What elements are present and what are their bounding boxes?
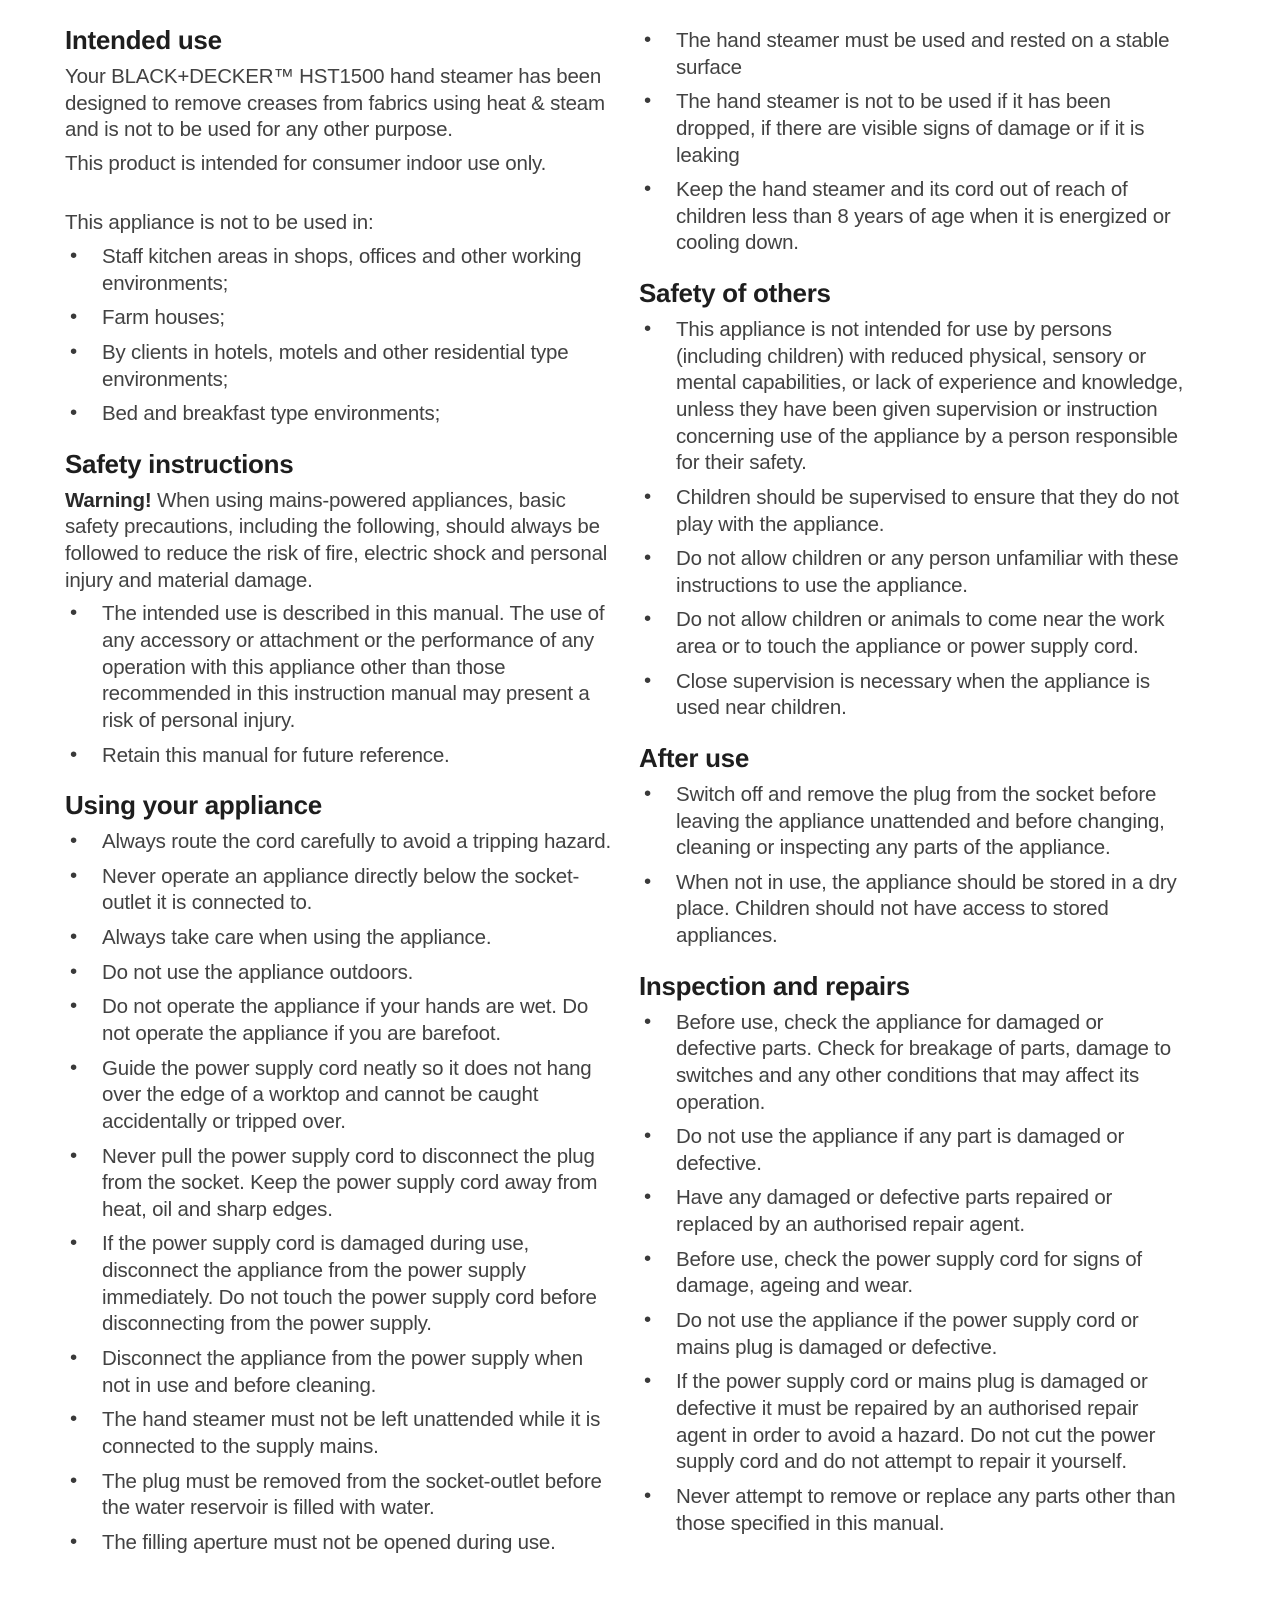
bullet-item: • Before use, check the power supply cord for signs of damage, ageing and wear. — [639, 1247, 1187, 1300]
bullet-item: • Do not use the appliance outdoors. — [65, 960, 613, 987]
bullet-list — [639, 782, 1187, 950]
bullet-item: • If the power supply cord or mains plug is damaged or defective it must be repaired by an authorised repair agent in order to avoid a hazard. Do not cut the power supply cord and do not attempt to repair it yourself. — [639, 1369, 1187, 1476]
bullet-item: • By clients in hotels, motels and other residential type environments; — [65, 340, 613, 393]
bullet-item: • The filling aperture must not be opened during use. — [65, 1530, 613, 1557]
bullet-item: • Close supervision is necessary when the appliance is used near children. — [639, 669, 1187, 722]
section — [639, 279, 1187, 722]
bullet-item: • Do not use the appliance if the power supply cord or mains plug is damaged or defective. — [639, 1308, 1187, 1361]
section — [65, 450, 613, 769]
bullet-item: • Before use, check the appliance for damaged or defective parts. Check for breakage of parts, damage to switches and any other conditions that may affect its operation. — [639, 1010, 1187, 1117]
bullet-item: • When not in use, the appliance should be stored in a dry place. Children should not have access to stored appliances. — [639, 870, 1187, 950]
bullet-item: • Children should be supervised to ensure that they do not play with the appliance. — [639, 485, 1187, 538]
section — [639, 972, 1187, 1537]
section-heading: Inspection and repairs — [639, 970, 910, 1001]
bullet-item: • Staff kitchen areas in shops, offices and other working environments; — [65, 244, 613, 297]
bullet-item: • Do not allow children or animals to come near the work area or to touch the appliance or power supply cord. — [639, 607, 1187, 660]
section — [639, 744, 1187, 950]
bullet-item: • Retain this manual for future reference. — [65, 743, 613, 770]
bullet-list — [639, 317, 1187, 722]
bullet-item: • Guide the power supply cord neatly so it does not hang over the edge of a worktop and cannot be caught accidentally or tripped over. — [65, 1056, 613, 1136]
bullet-list — [65, 829, 613, 1556]
section-heading: Using your appliance — [65, 790, 322, 821]
section — [65, 791, 613, 1556]
bullet-list — [65, 601, 613, 769]
bullet-item: • Do not operate the appliance if your hands are wet. Do not operate the appliance if you are barefoot. — [65, 994, 613, 1047]
bullet-item: • Do not use the appliance if any part is damaged or defective. — [639, 1124, 1187, 1177]
bullet-item: • Never operate an appliance directly below the socket-outlet it is connected to. — [65, 864, 613, 917]
section — [639, 28, 1187, 257]
section-heading: After use — [639, 742, 749, 773]
section-heading: Safety instructions — [65, 448, 294, 479]
bullet-item: • Keep the hand steamer and its cord out of reach of children less than 8 years of age when it is energized or cooling down. — [639, 177, 1187, 257]
bullet-item: • The plug must be removed from the socket-outlet before the water reservoir is filled with water. — [65, 1469, 613, 1522]
paragraph-gap — [65, 184, 613, 210]
section-heading: Intended use — [65, 25, 222, 55]
column-right — [639, 26, 1187, 1565]
bullet-item: • Switch off and remove the plug from the socket before leaving the appliance unattended and before changing, cleaning or inspecting any parts of the appliance. — [639, 782, 1187, 862]
section-heading: Safety of others — [639, 278, 831, 309]
warning-label: Warning! — [65, 488, 152, 512]
bullet-item: • The hand steamer must be used and rested on a stable surface — [639, 28, 1187, 81]
paragraph: This appliance is not to be used in: — [65, 211, 374, 235]
paragraph: This product is intended for consumer indoor use only. — [65, 151, 547, 175]
bullet-list — [639, 28, 1187, 257]
bullet-item: • The intended use is described in this manual. The use of any accessory or attachment or the performance of any operation with this appliance other than those recommended in this instruction manual may present a risk of personal injury. — [65, 601, 613, 734]
bullet-item: • The hand steamer must not be left unattended while it is connected to the supply mains. — [65, 1407, 613, 1460]
bullet-item: • Never pull the power supply cord to disconnect the plug from the socket. Keep the power supply cord away from heat, oil and sharp edges. — [65, 1144, 613, 1224]
column-left — [65, 26, 613, 1565]
bullet-item: • Always route the cord carefully to avoid a tripping hazard. — [65, 829, 613, 856]
bullet-list — [65, 244, 613, 428]
bullet-item: • Disconnect the appliance from the power supply when not in use and before cleaning. — [65, 1346, 613, 1399]
bullet-item: • The hand steamer is not to be used if it has been dropped, if there are visible signs of damage or if it is leaking — [639, 89, 1187, 169]
page-columns — [65, 26, 1284, 1565]
bullet-item: • Bed and breakfast type environments; — [65, 401, 613, 428]
bullet-item: • Never attempt to remove or replace any parts other than those specified in this manual. — [639, 1484, 1187, 1537]
paragraph: Your BLACK+DECKER™ HST1500 hand steamer has been designed to remove creases from fabrics using heat & steam and is not to be used for any other purpose. — [65, 64, 605, 142]
bullet-item: • If the power supply cord is damaged during use, disconnect the appliance from the power supply immediately. Do not touch the power supply cord before disconnecting from the power supply. — [65, 1231, 613, 1338]
paragraph: Warning! When using mains-powered appliances, basic safety precautions, including the following, should always be followed to reduce the risk of fire, electric shock and personal injury and material damage. — [65, 488, 608, 592]
bullet-list — [639, 1010, 1187, 1538]
bullet-item: • Farm houses; — [65, 305, 613, 332]
bullet-item: • Have any damaged or defective parts repaired or replaced by an authorised repair agent. — [639, 1185, 1187, 1238]
section — [65, 26, 613, 428]
bullet-item: • Do not allow children or any person unfamiliar with these instructions to use the appliance. — [639, 546, 1187, 599]
bullet-item: • This appliance is not intended for use by persons (including children) with reduced physical, sensory or mental capabilities, or lack of experience and knowledge, unless they have been given supervision or instruction concerning use of the appliance by a person responsible for their safety. — [639, 317, 1187, 477]
bullet-item: • Always take care when using the appliance. — [65, 925, 613, 952]
